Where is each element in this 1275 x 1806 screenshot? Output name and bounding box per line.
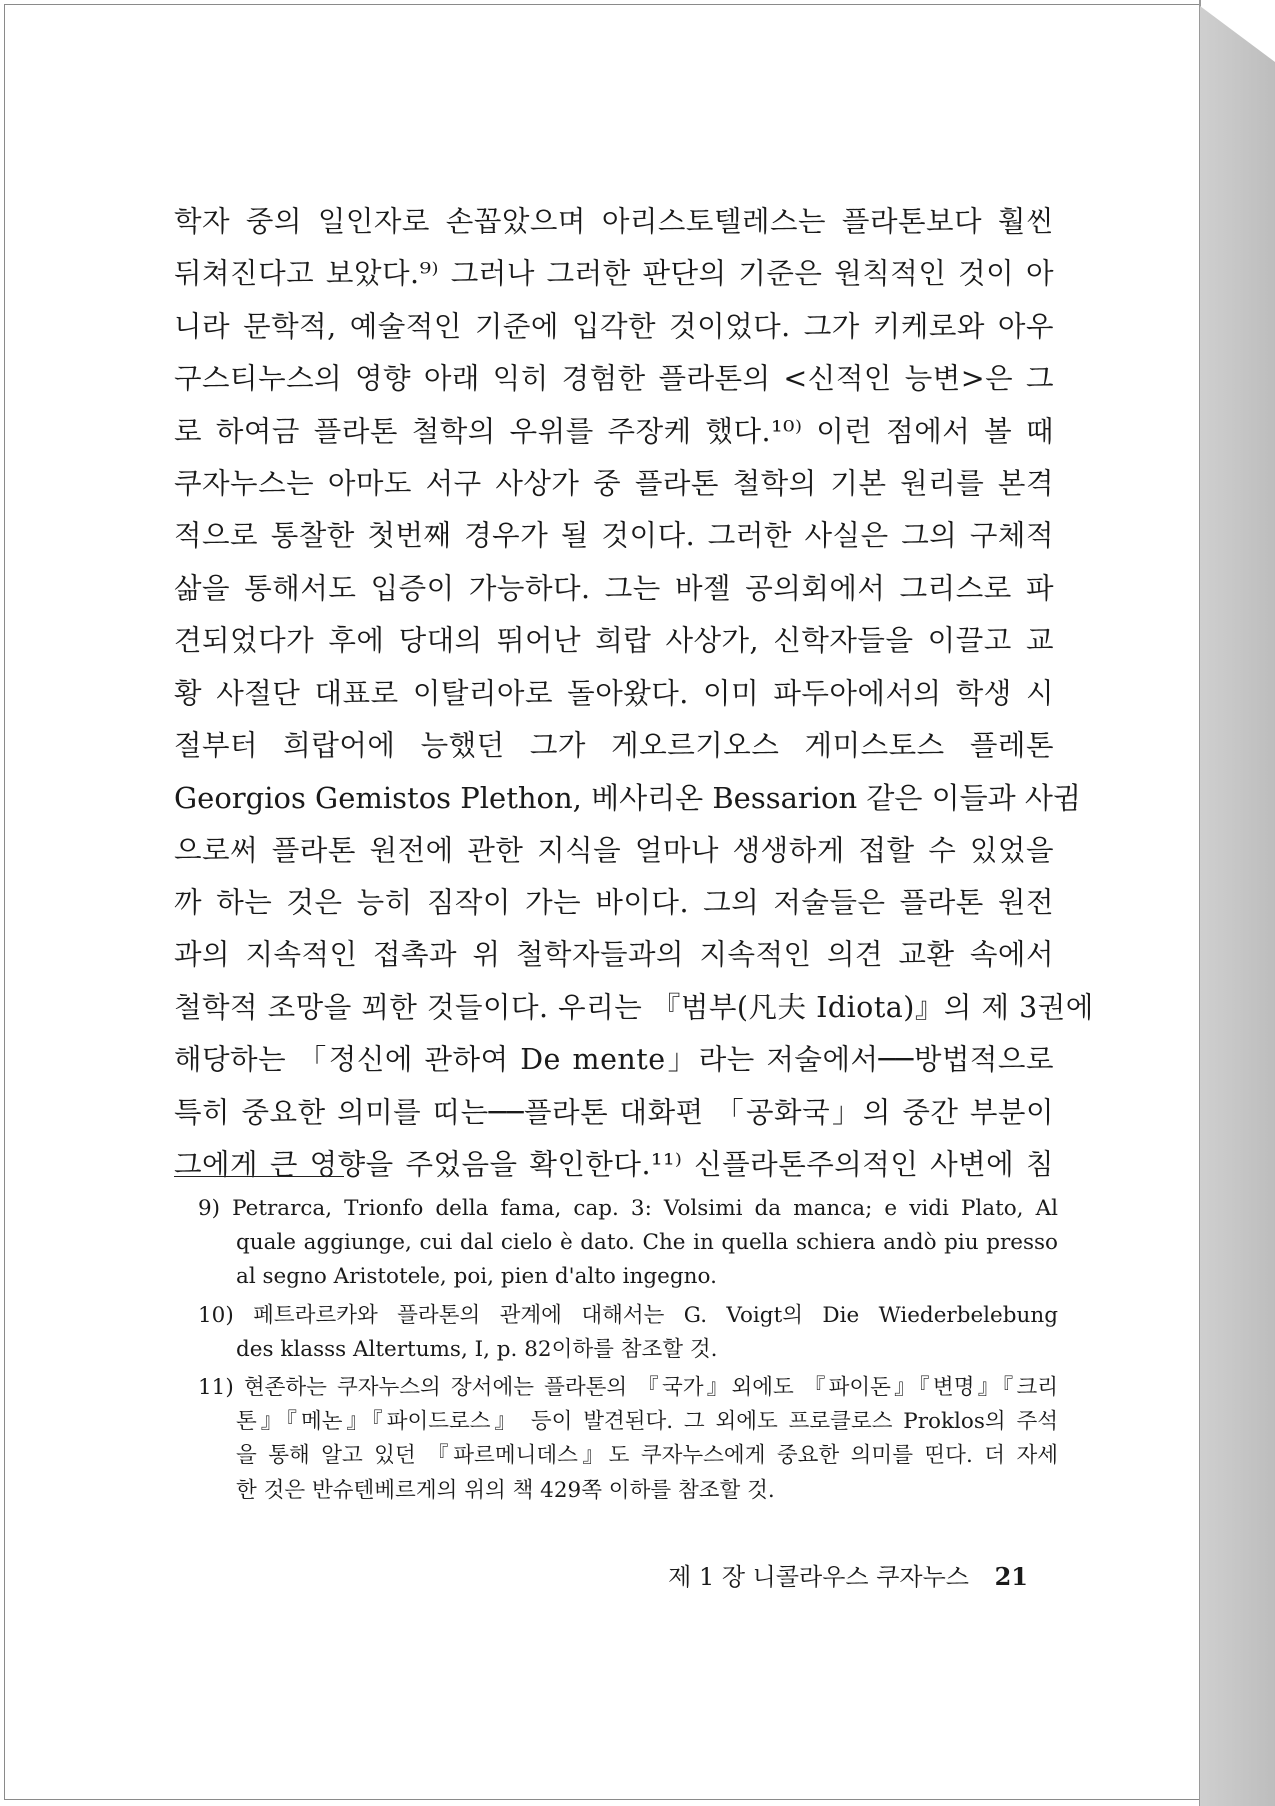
body-line: 적으로 통찰한 첫번째 경우가 될 것이다. 그러한 사실은 그의 구체적 [174, 519, 1054, 553]
body-line: 니라 문학적, 예술적인 기준에 입각한 것이었다. 그가 키케로와 아우 [174, 309, 1054, 343]
body-line: 철학적 조망을 꾀한 것들이다. 우리는 『범부(凡夫 Idiota)』의 제 3권에 [174, 990, 1094, 1024]
footnote-line: 10) 페트라르카와 플라톤의 관계에 대해서는 G. Voigt의 Die Wiederbelebung [198, 1302, 1058, 1328]
body-line: 쿠자누스는 아마도 서구 사상가 중 플라톤 철학의 기본 원리를 본격 [174, 466, 1054, 500]
body-line: 과의 지속적인 접촉과 위 철학자들과의 지속적인 의견 교환 속에서 [174, 938, 1054, 972]
footnote-line: 톤』『메논』『파이드로스』 등이 발견된다. 그 외에도 프로클로스 Proklos의 주석 [236, 1409, 1058, 1435]
footnote-line: 한 것은 반슈텐베르게의 위의 책 429쪽 이하를 참조할 것. [236, 1477, 775, 1503]
body-line: 그에게 큰 영향을 주었음을 확인한다.¹¹⁾ 신플라톤주의적인 사변에 침 [174, 1148, 1054, 1182]
body-line: 삶을 통해서도 입증이 가능하다. 그는 바젤 공의회에서 그리스로 파 [174, 571, 1054, 605]
body-line: 뒤쳐진다고 보았다.⁹⁾ 그러나 그러한 판단의 기준은 원칙적인 것이 아 [174, 257, 1054, 291]
footnote-line: quale aggiunge, cui dal cielo è dato. Che in quella schiera andò piu presso [236, 1230, 1058, 1256]
footnotes [198, 1192, 1058, 1512]
footnote-9 [198, 1192, 1058, 1295]
body-line: 로 하여금 플라톤 철학의 우위를 주장케 했다.¹⁰⁾ 이런 점에서 볼 때 [174, 414, 1054, 448]
page-number: 21 [994, 1562, 1028, 1591]
body-text [174, 196, 1094, 1191]
footnote-line: 을 통해 알고 있던 『파르메니데스』도 쿠자누스에게 중요한 의미를 띤다. 더 자세 [236, 1443, 1058, 1469]
running-chapter-title: 제 1 장 니콜라우스 쿠자누스 [668, 1563, 969, 1591]
body-line: 황 사절단 대표로 이탈리아로 돌아왔다. 이미 파두아에서의 학생 시 [174, 676, 1054, 710]
footnote-10 [198, 1299, 1058, 1367]
body-line: 으로써 플라톤 원전에 관한 지식을 얼마나 생생하게 접할 수 있었을 [174, 833, 1054, 867]
footnote-line: al segno Aristotele, poi, pien d'alto ingegno. [236, 1264, 717, 1290]
footnote-divider [174, 1176, 344, 1177]
page-footer [668, 1557, 1028, 1592]
footnote-line: 9) Petrarca, Trionfo della fama, cap. 3: Volsimi da manca; e vidi Plato, Al [198, 1196, 1058, 1221]
footnote-11 [198, 1371, 1058, 1508]
page-stack-side [1200, 0, 1275, 1806]
body-line: 해당하는 「정신에 관하여 De mente」라는 저술에서──방법적으로 [174, 1043, 1054, 1077]
body-line: Georgios Gemistos Plethon, 베사리온 Bessarion 같은 이들과 사귐 [174, 781, 1081, 816]
body-line: 견되었다가 후에 당대의 뛰어난 희랍 사상가, 신학자들을 이끌고 교 [174, 624, 1054, 658]
body-line: 까 하는 것은 능히 짐작이 가는 바이다. 그의 저술들은 플라톤 원전 [174, 886, 1054, 920]
footnote-line: des klasss Altertums, I, p. 82이하를 참조할 것. [236, 1336, 718, 1362]
body-line: 구스티누스의 영향 아래 익히 경험한 플라톤의 <신적인 능변>은 그 [174, 362, 1054, 396]
footnote-line: 11) 현존하는 쿠자누스의 장서에는 플라톤의 『국가』외에도 『파이돈』『변명』『크리 [198, 1374, 1058, 1400]
body-line: 절부터 희랍어에 능했던 그가 게오르기오스 게미스토스 플레톤 [174, 728, 1054, 762]
body-line: 학자 중의 일인자로 손꼽았으며 아리스토텔레스는 플라톤보다 훨씬 [174, 205, 1054, 238]
body-line: 특히 중요한 의미를 띠는──플라톤 대화편 「공화국」의 중간 부분이 [174, 1095, 1054, 1129]
